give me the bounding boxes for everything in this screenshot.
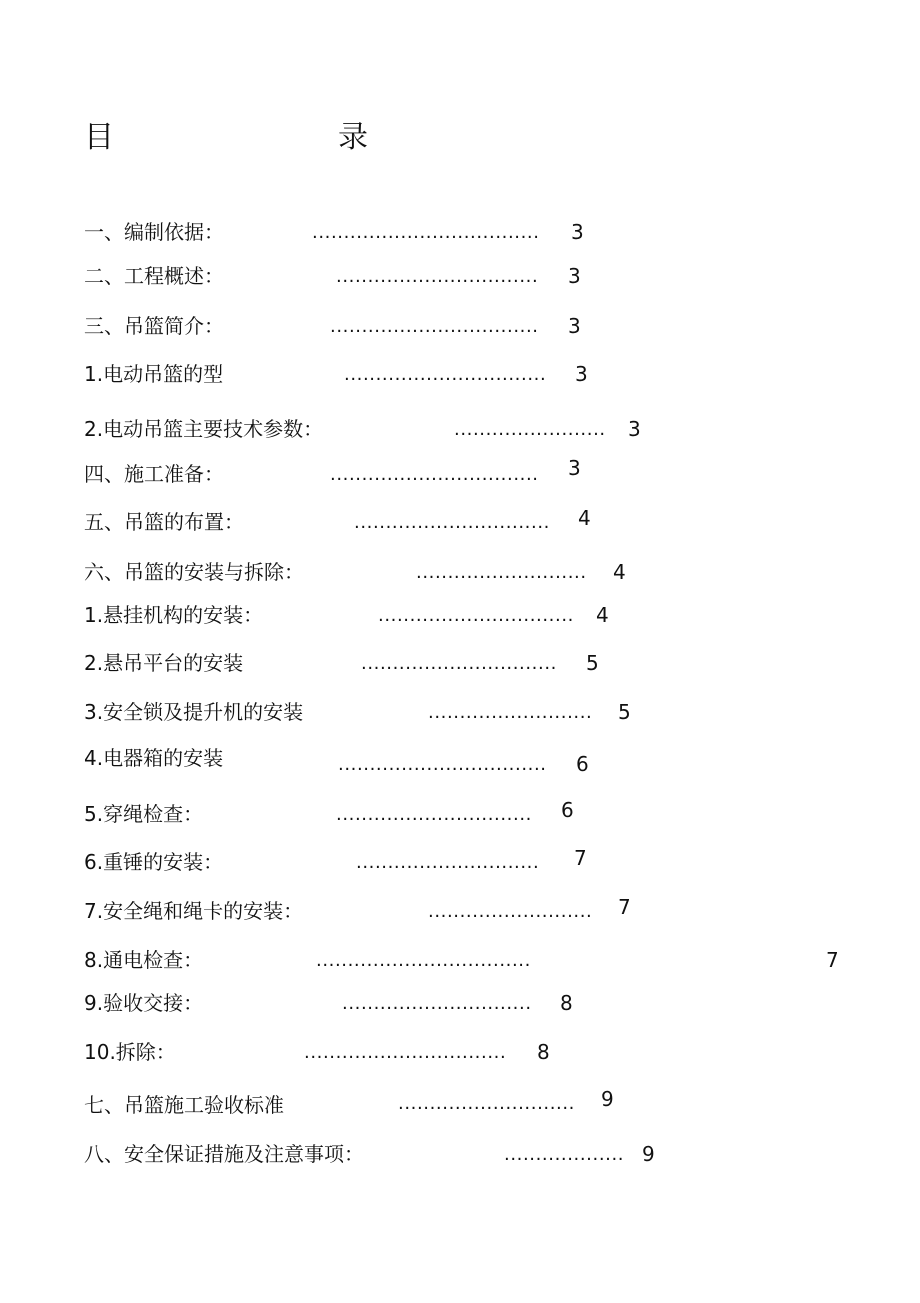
toc-entry-label: 七、吊篮施工验收标准 <box>84 1093 284 1117</box>
toc-entry-label: 8.通电检查： <box>84 948 204 972</box>
toc-entry-page: 6 <box>561 798 574 822</box>
toc-entry-label: 7.安全绳和绳卡的安装： <box>84 899 304 923</box>
toc-entry-page: 9 <box>642 1142 655 1166</box>
toc-entry-page: 3 <box>568 456 581 480</box>
toc-entry[interactable] <box>84 842 874 876</box>
toc-entry-label: 2.悬吊平台的安装 <box>84 651 244 675</box>
toc-entry-label: 六、吊篮的安装与拆除： <box>84 560 304 584</box>
toc-entry-page: 7 <box>618 895 631 919</box>
toc-entry-leader: ............................... <box>361 653 557 674</box>
toc-entry-page: 5 <box>618 700 631 724</box>
toc-entry-label: 5.穿绳检查： <box>84 802 204 826</box>
toc-entry-page: 4 <box>596 603 609 627</box>
toc-entry-label: 二、工程概述： <box>84 264 224 288</box>
toc-entry-page: 7 <box>826 948 839 972</box>
toc-entry-page: 6 <box>576 752 589 776</box>
toc-entry-label: 四、施工准备： <box>84 462 224 486</box>
toc-entry[interactable] <box>84 1032 874 1066</box>
toc-entry-label: 9.验收交接： <box>84 991 204 1015</box>
toc-entry[interactable] <box>84 502 874 536</box>
toc-entry-leader: ................................ <box>344 364 547 385</box>
toc-entry[interactable] <box>84 256 874 290</box>
toc-entry-leader: ................................. <box>330 464 539 485</box>
toc-entry-leader: ............................... <box>354 512 550 533</box>
toc-entry-leader: .................................... <box>312 222 540 243</box>
toc-entry-label: 1.电动吊篮的型 <box>84 362 224 386</box>
toc-entry-label: 五、吊篮的布置： <box>84 510 244 534</box>
toc-entry-leader: ........................... <box>416 562 587 583</box>
toc-entry-leader: .......................... <box>428 702 593 723</box>
toc-entry-leader: ................................. <box>330 316 539 337</box>
toc-entry-label: 2.电动吊篮主要技术参数： <box>84 417 324 441</box>
toc-entry[interactable] <box>84 744 874 778</box>
toc-entry[interactable] <box>84 212 874 246</box>
toc-title-char-2: 录 <box>338 120 368 155</box>
toc-entry[interactable] <box>84 454 874 488</box>
toc-entry-page: 9 <box>601 1087 614 1111</box>
toc-entry-label: 三、吊篮简介： <box>84 314 224 338</box>
toc-entry-label: 6.重锤的安装： <box>84 850 224 874</box>
toc-entry[interactable] <box>84 794 874 828</box>
toc-entry-label: 1.悬挂机构的安装： <box>84 603 264 627</box>
toc-entry-leader: .............................. <box>342 993 532 1014</box>
toc-entry[interactable] <box>84 643 874 677</box>
toc-entry[interactable] <box>84 552 874 586</box>
toc-entry-leader: ............................ <box>398 1093 576 1114</box>
toc-entry-leader: ................... <box>504 1144 625 1165</box>
toc-entry-label: 4.电器箱的安装 <box>84 746 224 770</box>
toc-entry-page: 8 <box>537 1040 550 1064</box>
toc-entry-leader: ................................ <box>304 1042 507 1063</box>
toc-entry-label: 10.拆除： <box>84 1040 176 1064</box>
toc-entry[interactable] <box>84 306 874 340</box>
toc-entry[interactable] <box>84 409 874 443</box>
toc-entry-page: 4 <box>613 560 626 584</box>
toc-entry-leader: .......................... <box>428 901 593 922</box>
toc-entry-label: 八、安全保证措施及注意事项： <box>84 1142 364 1166</box>
toc-entry-label: 一、编制依据： <box>84 220 224 244</box>
toc-title-char-1: 目 <box>84 120 114 155</box>
toc-entry[interactable] <box>84 983 874 1017</box>
toc-entry-leader: ........................ <box>454 419 606 440</box>
toc-entry-page: 3 <box>571 220 584 244</box>
toc-entry-page: 3 <box>628 417 641 441</box>
toc-entry-label: 3.安全锁及提升机的安装 <box>84 700 304 724</box>
toc-entry-page: 5 <box>586 651 599 675</box>
toc-entry-page: 8 <box>560 991 573 1015</box>
toc-entry[interactable] <box>84 595 874 629</box>
toc-entry-page: 3 <box>575 362 588 386</box>
toc-entry-leader: .................................. <box>316 950 531 971</box>
toc-entry[interactable] <box>84 1083 874 1117</box>
toc-entry[interactable] <box>84 692 874 726</box>
toc-entry-leader: ............................... <box>336 804 532 825</box>
toc-entry-leader: ............................. <box>356 852 540 873</box>
toc-entry-page: 3 <box>568 264 581 288</box>
toc-entry-leader: ................................ <box>336 266 539 287</box>
toc-entry-page: 3 <box>568 314 581 338</box>
toc-entry-leader: ................................. <box>338 754 547 775</box>
toc-entry-page: 7 <box>574 846 587 870</box>
toc-entry[interactable] <box>84 1134 874 1168</box>
toc-entry-leader: ............................... <box>378 605 574 626</box>
toc-entry-page: 4 <box>578 506 591 530</box>
toc-entry[interactable] <box>84 940 874 974</box>
toc-entry[interactable] <box>84 354 874 388</box>
toc-entry[interactable] <box>84 891 874 925</box>
